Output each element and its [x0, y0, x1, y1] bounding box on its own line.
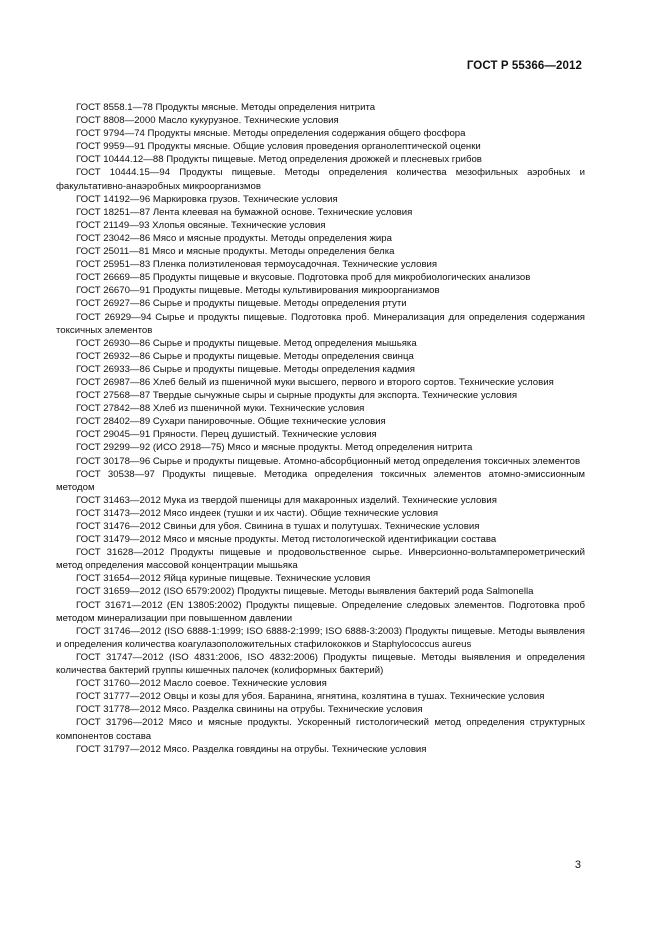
reference-item: ГОСТ 9794—74 Продукты мясные. Методы определения содержания общего фосфора	[76, 128, 466, 140]
reference-item: ГОСТ 31476—2012 Свиньи для убоя. Свинина в тушах и полутушах. Технические условия	[76, 521, 480, 532]
reference-item: ГОСТ 31479—2012 Мясо и мясные продукты. Метод гистологической идентификации состава	[76, 534, 497, 546]
reference-item: ГОСТ 31671—2012 (EN 13805:2002) Продукты пищевые. Определение следовых элементов. Подготовка проб методом минерализации при повышенном давлении	[56, 599, 585, 624]
reference-item: ГОСТ 26927—86 Сырье и продукты пищевые. Методы определения ртути	[76, 298, 407, 310]
reference-item: ГОСТ 31463—2012 Мука из твердой пшеницы для макаронных изделий. Технические условия	[76, 494, 497, 506]
reference-item: ГОСТ 8558.1—78 Продукты мясные. Методы определения нитрита	[76, 102, 376, 113]
reference-item: ГОСТ 29045—91 Пряности. Перец душистый. Технические условия	[76, 429, 377, 441]
reference-item: ГОСТ 30538—97 Продукты пищевые. Методика определения токсичных элементов атомно-эмиссионным методом	[56, 468, 585, 493]
reference-item: ГОСТ 21149—93 Хлопья овсяные. Технические условия	[76, 219, 326, 231]
reference-item: ГОСТ 30178—96 Сырье и продукты пищевые. Атомно-абсорбционный метод определения токсичных элементов	[76, 455, 581, 467]
reference-item: ГОСТ 31760—2012 Масло соевое. Технические условия	[76, 678, 327, 690]
document-id: ГОСТ Р 55366—2012	[466, 60, 582, 72]
reference-item: ГОСТ 31747—2012 (ISO 4831:2006, ISO 4832:2006) Продукты пищевые. Методы выявления и определения количества бактерий группы кишечных палочек (колиформных бактерий)	[56, 651, 585, 677]
reference-item: ГОСТ 31473—2012 Мясо индеек (тушки и их части). Общие технические условия	[76, 507, 439, 519]
reference-item: ГОСТ 31797—2012 Мясо. Разделка говядины на отрубы. Технические условия	[76, 743, 427, 755]
reference-item: ГОСТ 9959—91 Продукты мясные. Общие условия проведения органолептической оценки	[76, 141, 481, 153]
normative-references-list	[56, 101, 585, 756]
reference-item: ГОСТ 10444.15—94 Продукты пищевые. Методы определения количества мезофильных аэробных и факультативно-анаэробных микроорганизмов	[56, 167, 585, 192]
reference-item: ГОСТ 31746—2012 (ISO 6888-1:1999; ISO 6888-2:1999; ISO 6888-3:2003) Продукты пищевые. Методы выявления и определения количества коагулазоположительных стафилококков и Staphylococcus aureus	[56, 625, 585, 650]
page-number: 3	[574, 859, 581, 871]
reference-item: ГОСТ 26930—86 Сырье и продукты пищевые. Метод определения мышьяка	[76, 337, 417, 349]
reference-item: ГОСТ 26670—91 Продукты пищевые. Методы культивирования микроорганизмов	[76, 285, 440, 297]
reference-item: ГОСТ 31659—2012 (ISO 6579:2002) Продукты пищевые. Методы выявления бактерий рода Salmonella	[76, 586, 534, 598]
reference-item: ГОСТ 25951—83 Пленка полиэтиленовая термоусадочная. Технические условия	[76, 259, 438, 271]
reference-item: ГОСТ 14192—96 Маркировка грузов. Технические условия	[76, 193, 338, 205]
reference-item: ГОСТ 31654—2012 Яйца куриные пищевые. Технические условия	[76, 573, 371, 585]
reference-item: ГОСТ 26929—94 Сырье и продукты пищевые. Подготовка проб. Минерализация для определения содержания токсичных элементов	[56, 311, 585, 336]
reference-item: ГОСТ 28402—89 Сухари панировочные. Общие технические условия	[76, 416, 386, 428]
reference-item: ГОСТ 27842—88 Хлеб из пшеничной муки. Технические условия	[76, 403, 365, 415]
reference-item: ГОСТ 27568—87 Твердые сычужные сыры и сырные продукты для экспорта. Технические условия	[76, 390, 518, 402]
reference-item: ГОСТ 31628—2012 Продукты пищевые и продовольственное сырье. Инверсионно-вольтамперометрический метод определения массовой концентрации мышьяка	[56, 547, 585, 572]
reference-item: ГОСТ 26932—86 Сырье и продукты пищевые. Методы определения свинца	[76, 350, 414, 362]
reference-item: ГОСТ 23042—86 Мясо и мясные продукты. Методы определения жира	[76, 232, 392, 244]
reference-item: ГОСТ 31796—2012 Мясо и мясные продукты. Ускоренный гистологический метод определения структурных компонентов состава	[56, 717, 585, 742]
reference-item: ГОСТ 26987—86 Хлеб белый из пшеничной муки высшего, первого и второго сортов. Технические условия	[76, 376, 554, 388]
reference-item: ГОСТ 29299—92 (ИСО 2918—75) Мясо и мясные продукты. Метод определения нитрита	[76, 442, 473, 454]
reference-item: ГОСТ 31778—2012 Мясо. Разделка свинины на отрубы. Технические условия	[76, 704, 423, 716]
reference-item: ГОСТ 18251—87 Лента клеевая на бумажной основе. Технические условия	[76, 206, 413, 218]
reference-item: ГОСТ 8808—2000 Масло кукурузное. Технические условия	[76, 115, 339, 127]
reference-item: ГОСТ 10444.12—88 Продукты пищевые. Метод определения дрожжей и плесневых грибов	[76, 154, 482, 166]
reference-item: ГОСТ 25011—81 Мясо и мясные продукты. Методы определения белка	[76, 246, 395, 258]
reference-item: ГОСТ 26669—85 Продукты пищевые и вкусовые. Подготовка проб для микробиологических анализов	[76, 272, 531, 284]
reference-item: ГОСТ 26933—86 Сырье и продукты пищевые. Методы определения кадмия	[76, 363, 415, 375]
reference-item: ГОСТ 31777—2012 Овцы и козы для убоя. Баранина, ягнятина, козлятина в тушах. Технические условия	[76, 691, 545, 703]
